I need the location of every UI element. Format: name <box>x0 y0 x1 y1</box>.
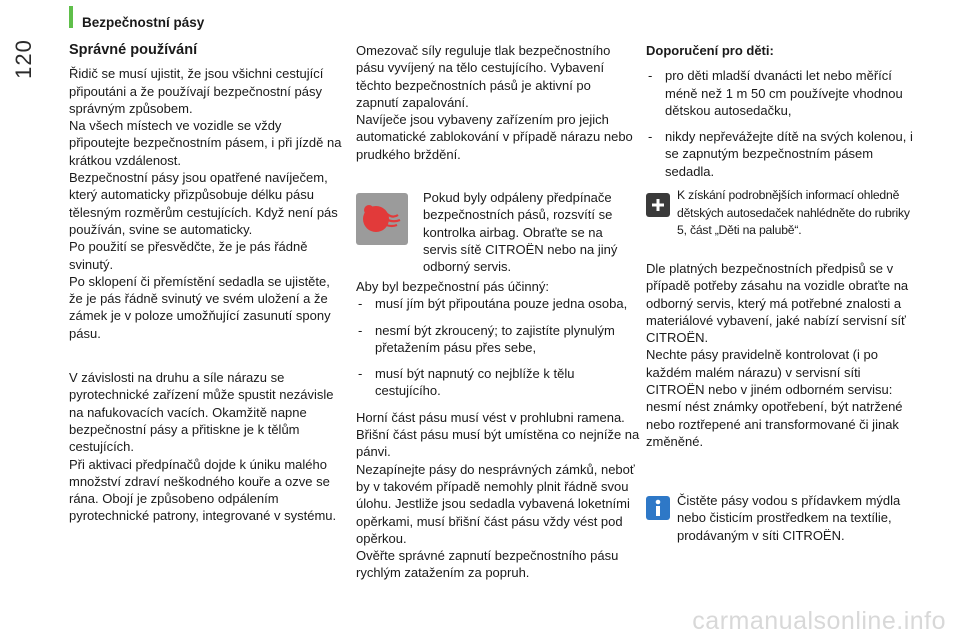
list-item: - nesmí být zkroucený; to zajistíte plynulým přetažením pásu přes sebe, <box>356 322 640 357</box>
column-2-lower <box>356 278 640 582</box>
column-3-lower <box>646 260 916 450</box>
cleaning-info-note <box>677 492 917 544</box>
column-1 <box>69 42 345 525</box>
airbag-warning-icon <box>356 193 408 245</box>
page-number: 120 <box>11 39 36 79</box>
children-recommendation-title: Doporučení pro děti: <box>646 43 774 58</box>
paragraph: Břišní část pásu musí být umístěna co nejníže na pánvi. <box>356 427 640 460</box>
column-3 <box>646 42 916 189</box>
paragraph: Horní část pásu musí vést v prohlubni ramena. <box>356 409 625 425</box>
paragraph: Po sklopení či přemístění sedadla se ujistěte, že je pás řádně svinutý ve svém uložení a že zámek je v poloze umožňující zasunutí spony pásu. <box>69 273 331 341</box>
watermark: carmanualsonline.info <box>692 607 946 635</box>
paragraph: Na všech místech ve vozidle se vždy připoutejte bezpečnostním pásem, i při jízdě na krátkou vzdálenost. <box>69 118 342 168</box>
list-item: - musí jím být připoutána pouze jedna osoba, <box>356 295 640 312</box>
section-header-title: Bezpečnostní pásy <box>82 15 205 30</box>
paragraph: Nechte pásy pravidelně kontrolovat (i po každém malém nárazu) v servisní síti CITROËN nebo v jiném odborném servisu: nesmí nést známky opotřebení, být natržené nebo roztřepené ani transformované či jinak změněné. <box>646 347 903 449</box>
child-seat-reference-text: K získání podrobnějších informací ohledně dětských autosedaček nahlédněte do rubriky 5, část „Děti na palubě“. <box>677 188 910 237</box>
section-title: Správné používání <box>69 42 198 58</box>
plus-icon <box>646 193 670 217</box>
seatbelt-rules-list <box>356 295 640 399</box>
paragraph: Po použití se přesvědčte, že je pás řádně svinutý. <box>69 239 308 272</box>
list-intro: Aby byl bezpečnostní pás účinný: <box>356 279 549 294</box>
paragraph: Navíječe jsou vybaveny zařízením pro jejich automatické zablokování v případě nárazu nebo prudkého brždění. <box>356 112 633 162</box>
paragraph: Řidič se musí ujistit, že jsou všichni cestující připoutáni a že používají bezpečnostní pásy správným způsobem. <box>69 66 324 116</box>
cleaning-info-text: Čistěte pásy vodou s přídavkem mýdla nebo čisticím prostředkem na textílie, prodávaným v síti CITROËN. <box>677 493 901 543</box>
airbag-warning-text: Pokud byly odpáleny předpínače bezpečnostních pásů, rozsvítí se kontrolka airbag. Obraťte se na servis sítě CITROËN nebo na jiný odborný servis. <box>423 190 618 275</box>
children-recommendation-list <box>646 67 916 180</box>
list-item: - nikdy nepřevážejte dítě na svých kolenou, i se zapnutým bezpečnostním pásem sedadla. <box>646 128 916 180</box>
paragraph: Při aktivaci předpínačů dojde k úniku malého množství zdraví neškodného kouře a ozve se rána. Obojí je způsobeno odpálením pyrotechnické patrony, integrované v systému. <box>69 456 337 524</box>
list-item: - musí být napnutý co nejblíže k tělu cestujícího. <box>356 365 640 400</box>
info-icon <box>646 496 670 520</box>
paragraph: Nezapínejte pásy do nesprávných zámků, neboť by v takovém případě nemohly plnit řádně svou úlohu. Jestliže jsou sedadla vybavená loketními opěrkami, musí břišní část pásu vždy vést pod opěrkou. <box>356 461 635 546</box>
child-seat-reference-note <box>677 187 915 240</box>
airbag-warning-note <box>423 189 638 275</box>
paragraph: Ověřte správné zapnutí bezpečnostního pásu rychlým zatažením za popruh. <box>356 548 619 581</box>
paragraph: V závislosti na druhu a síle nárazu se pyrotechnické zařízení může spustit nezávisle na nafukovacích vacích. Okamžitě napne bezpečnostní pásy a přitiskne je k tělům cestujících. <box>69 370 334 455</box>
paragraph: Dle platných bezpečnostních předpisů se v případě potřeby zásahu na vozidle obraťte na odborný servis, který má potřebné znalosti a materiálové vybavení, jaké nabízí servisní síť CITROËN. <box>646 261 909 346</box>
header-accent-bar <box>69 6 73 28</box>
paragraph: Omezovač síly reguluje tlak bezpečnostního pásu vyvíjený na tělo cestujícího. Vybavení těchto bezpečnostních pásů je aktivní po zapnutí zapalování. <box>356 43 611 110</box>
column-2 <box>356 42 634 163</box>
list-item: - pro děti mladší dvanácti let nebo měřící méně než 1 m 50 cm používejte vhodnou dětskou autosedačku, <box>646 67 916 119</box>
paragraph: Bezpečnostní pásy jsou opatřené navíječem, který automaticky přizpůsobuje délku pásu tělesným rozměrům cestujících. Když není pás používán, svine se automaticky. <box>69 170 338 237</box>
